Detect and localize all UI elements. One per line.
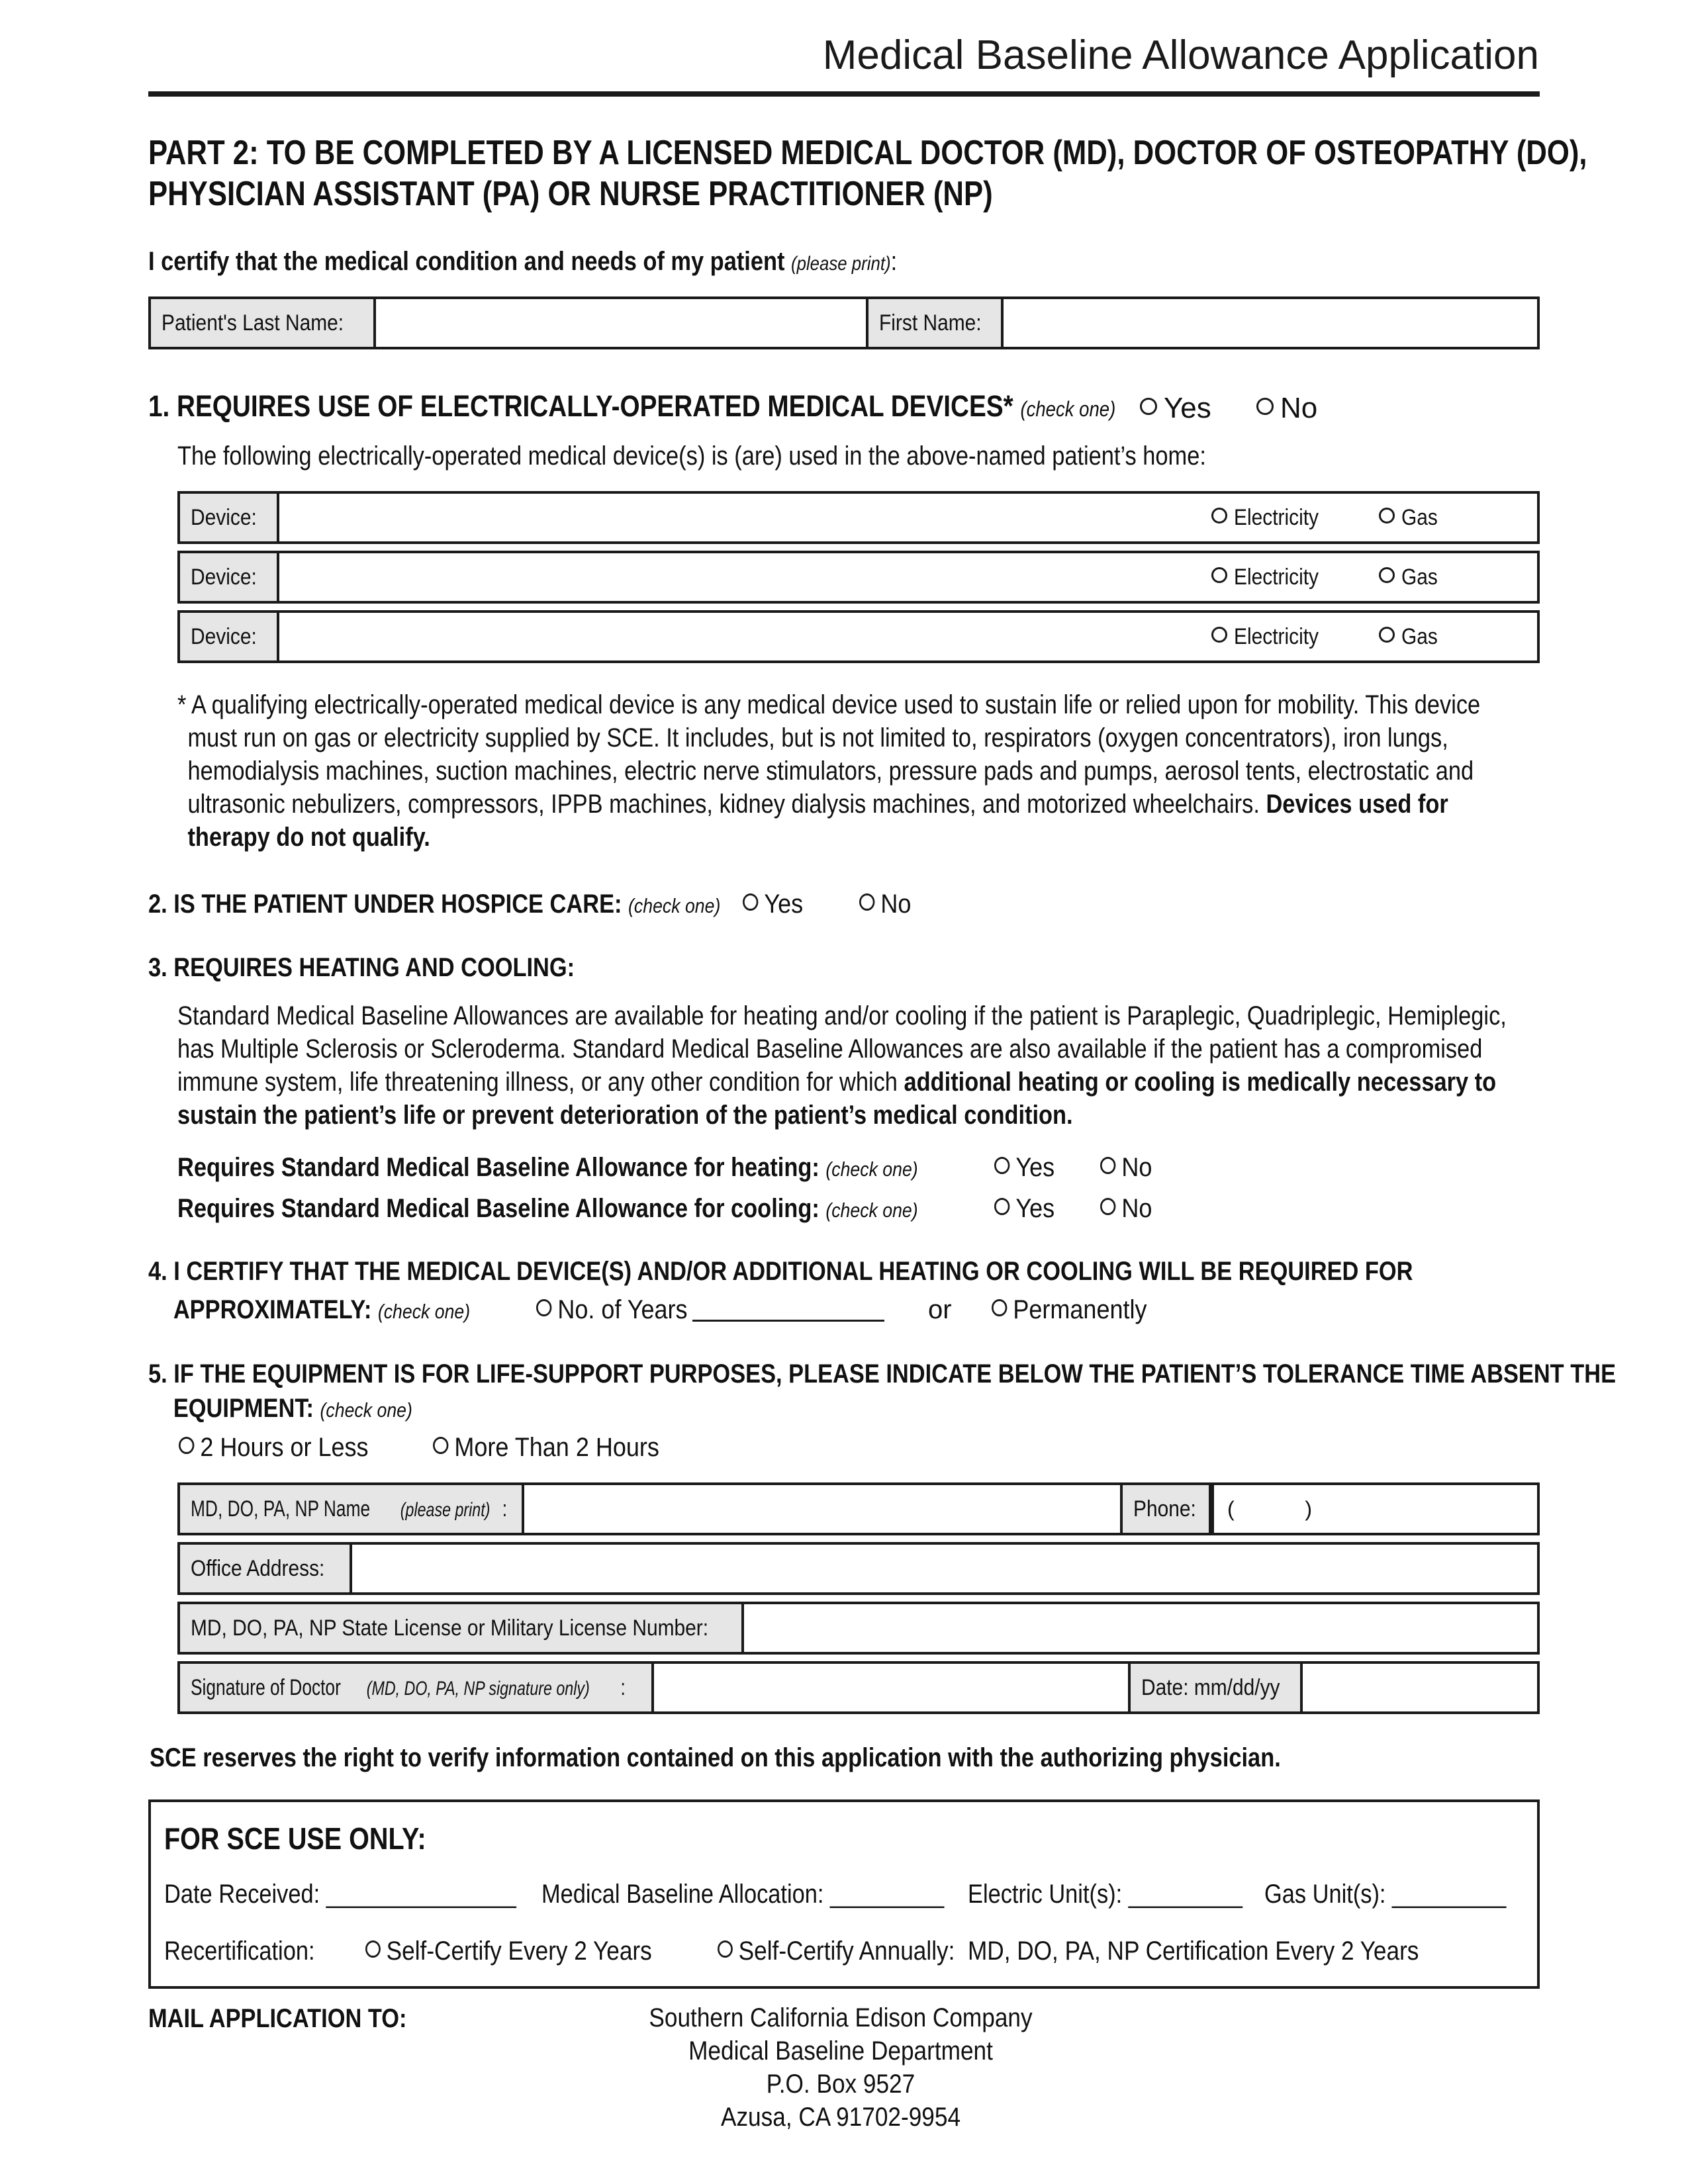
footnote-line: must run on gas or electricity supplied by SCE. It includes, but is not limited to, respirators (oxygen concentrators), iron lungs, xyxy=(187,723,1448,752)
q3-cooling-options xyxy=(994,1189,1158,1228)
q1-check-one: (check one) xyxy=(1020,397,1116,421)
q3-line: has Multiple Sclerosis or Scleroderma. Standard Medical Baseline Allowances are also available if the patient has a compromised xyxy=(177,1034,1483,1064)
cooling-no-radio[interactable] xyxy=(1100,1198,1115,1215)
part2-heading xyxy=(148,132,1587,214)
two-hours-radio[interactable] xyxy=(179,1437,194,1454)
q2-no-option[interactable]: No xyxy=(859,886,911,923)
q4-permanently-option[interactable]: Permanently xyxy=(992,1291,1147,1329)
certify-note: (please print) xyxy=(791,253,891,275)
q4-heading: 4. I CERTIFY THAT THE MEDICAL DEVICE(S) AND/OR ADDITIONAL HEATING OR COOLING WILL BE REQUIRED FOR APPROXIMATELY: (check one) xyxy=(148,1257,1413,1324)
sce-use-title: FOR SCE USE ONLY: xyxy=(164,1821,426,1856)
more-than-two-radio[interactable] xyxy=(433,1437,448,1454)
q1-yes-option[interactable]: Yes xyxy=(1140,390,1211,427)
recert-opt2-radio[interactable] xyxy=(718,1940,733,1958)
recert-label: Recertification: xyxy=(164,1936,315,1966)
q4-options xyxy=(536,1291,704,1329)
electricity-radio[interactable] xyxy=(1211,627,1227,643)
q3-title: REQUIRES HEATING AND COOLING: xyxy=(173,953,575,982)
license-row xyxy=(177,1602,1540,1655)
q4-permanent xyxy=(992,1291,1164,1329)
office-address-label: Office Address: xyxy=(180,1545,352,1592)
part2-heading-line2: PHYSICIAN ASSISTANT (PA) OR NURSE PRACTITIONER (NP) xyxy=(148,175,993,213)
mail-line: Medical Baseline Department xyxy=(688,2036,993,2066)
patient-name-row xyxy=(148,296,1540,349)
mail-line: Azusa, CA 91702-9954 xyxy=(720,2103,961,2132)
license-field[interactable] xyxy=(744,1604,1537,1652)
q5-options xyxy=(179,1428,389,1467)
form-title: Medical Baseline Allowance Application xyxy=(822,32,1539,78)
q3-line: immune system, life threatening illness, or any other condition for which xyxy=(177,1068,898,1097)
device-row-3 xyxy=(177,610,1540,663)
date-label: Date: mm/dd/yy xyxy=(1128,1664,1303,1711)
device-gas-option[interactable]: Gas xyxy=(1379,624,1442,650)
q2-title: IS THE PATIENT UNDER HOSPICE CARE: xyxy=(173,889,622,919)
q3-heating-label: Requires Standard Medical Baseline Allowance for heating: (check one) xyxy=(177,1153,918,1182)
heating-no-option[interactable]: No xyxy=(1100,1148,1152,1187)
certify-statement xyxy=(148,245,897,281)
device-label: Device: xyxy=(180,494,279,541)
part2-heading-line1: PART 2: TO BE COMPLETED BY A LICENSED MEDICAL DOCTOR (MD), DOCTOR OF OSTEOPATHY (DO), xyxy=(148,134,1587,172)
q2-check-one: (check one) xyxy=(628,894,721,917)
license-label: MD, DO, PA, NP State License or Military License Number: xyxy=(180,1604,744,1652)
q5-opt1[interactable]: 2 Hours or Less xyxy=(179,1428,369,1467)
sce-gas-units: Gas Unit(s): _________ xyxy=(1264,1880,1507,1909)
q1-options xyxy=(1140,389,1317,427)
device-footnote xyxy=(177,688,1480,854)
verify-note: SCE reserves the right to verify information contained on this application with the authorizing physician. xyxy=(150,1743,1281,1772)
device-label: Device: xyxy=(180,553,279,601)
recert-annually-option[interactable]: Self-Certify Annually: MD, DO, PA, NP Certification Every 2 Years xyxy=(718,1933,1419,1970)
gas-radio[interactable] xyxy=(1379,508,1395,523)
doctor-name-label: MD, DO, PA, NP Name (please print) : xyxy=(180,1485,524,1533)
mail-address xyxy=(596,2001,1086,2134)
signature-field[interactable] xyxy=(654,1664,1128,1711)
doctor-name-field[interactable] xyxy=(524,1485,1120,1533)
device-field[interactable] xyxy=(279,553,1537,601)
q1-no-option[interactable]: No xyxy=(1256,390,1317,427)
q4-or: or xyxy=(928,1295,952,1324)
device-row-1 xyxy=(177,491,1540,544)
q1-no-radio[interactable] xyxy=(1256,398,1274,415)
signature-label: Signature of Doctor (MD, DO, PA, NP signature only) : xyxy=(180,1664,654,1711)
device-electricity-option[interactable]: Electricity xyxy=(1211,505,1330,531)
q5-options-2 xyxy=(433,1428,684,1467)
certify-text: I certify that the medical condition and needs of my patient xyxy=(148,247,785,276)
sce-electric-units: Electric Unit(s): _________ xyxy=(968,1880,1243,1909)
heating-no-radio[interactable] xyxy=(1100,1157,1115,1174)
device-row-2 xyxy=(177,551,1540,604)
device-gas-option[interactable]: Gas xyxy=(1379,505,1442,531)
q2-no-radio[interactable] xyxy=(859,893,874,911)
sce-date-received: Date Received: _______________ xyxy=(164,1880,516,1909)
footnote-line: ultrasonic nebulizers, compressors, IPPB machines, kidney dialysis machines, and motorized wheelchairs. xyxy=(187,790,1260,819)
recert-opt2-wrap xyxy=(718,1933,1515,1970)
q1-heading xyxy=(148,387,1115,429)
q3-bold: additional heating or cooling is medically necessary to xyxy=(904,1068,1497,1097)
q2-heading xyxy=(148,886,720,925)
q3-line: Standard Medical Baseline Allowances are available for heating and/or cooling if the patient is Paraplegic, Quadriplegic, Hemiplegic, xyxy=(177,1001,1507,1030)
electricity-radio[interactable] xyxy=(1211,567,1227,583)
years-radio[interactable] xyxy=(536,1299,551,1316)
q1-number: 1. xyxy=(148,389,170,423)
permanently-radio[interactable] xyxy=(992,1299,1007,1316)
sce-allocation: Medical Baseline Allocation: _________ xyxy=(541,1880,945,1909)
patient-first-name-label: First Name: xyxy=(866,299,1004,347)
footnote-bold: therapy do not qualify. xyxy=(187,823,430,852)
header-rule xyxy=(148,91,1540,97)
phone-label: Phone: xyxy=(1120,1485,1211,1533)
office-address-row xyxy=(177,1542,1540,1595)
q3-paragraph xyxy=(177,999,1507,1132)
doctor-name-row xyxy=(177,1482,1540,1535)
q1-title: REQUIRES USE OF ELECTRICALLY-OPERATED MEDICAL DEVICES* xyxy=(177,389,1013,423)
q2-yes-option[interactable]: Yes xyxy=(743,886,803,923)
q1-subtext: The following electrically-operated medical device(s) is (are) used in the above-named patient’s home: xyxy=(177,441,1206,471)
recert-opt1-wrap xyxy=(365,1933,691,1970)
recert-opt1-radio[interactable] xyxy=(365,1940,381,1958)
q5-opt2[interactable]: More Than 2 Hours xyxy=(433,1428,659,1467)
q1-yes-radio[interactable] xyxy=(1140,398,1157,415)
certify-colon: : xyxy=(890,247,898,276)
q2-yes-radio[interactable] xyxy=(743,893,758,911)
footnote-line: * A qualifying electrically-operated medical device is any medical device used to sustain life or relied upon for mobility. This device xyxy=(177,690,1481,719)
device-electricity-option[interactable]: Electricity xyxy=(1211,624,1330,650)
recert-every-2-years-option[interactable]: Self-Certify Every 2 Years xyxy=(365,1933,652,1970)
q5-heading: 5. IF THE EQUIPMENT IS FOR LIFE-SUPPORT PURPOSES, PLEASE INDICATE BELOW THE PATIENT’S TOLERANCE TIME ABSENT THE EQUIPMENT: (check one) xyxy=(148,1359,1617,1423)
cooling-no-option[interactable]: No xyxy=(1100,1189,1152,1228)
electricity-radio[interactable] xyxy=(1211,508,1227,523)
footnote-line: hemodialysis machines, suction machines, electric nerve stimulators, pressure pads and pumps, aerosol tents, electrostatic and xyxy=(187,756,1474,786)
device-electricity-option[interactable]: Electricity xyxy=(1211,565,1330,590)
heating-yes-option[interactable]: Yes xyxy=(994,1148,1055,1187)
gas-radio[interactable] xyxy=(1379,567,1395,583)
device-field[interactable] xyxy=(279,494,1537,541)
mail-line: Southern California Edison Company xyxy=(649,2003,1033,2032)
cooling-yes-option[interactable]: Yes xyxy=(994,1189,1055,1228)
q3-heading xyxy=(148,949,575,986)
q4-years-option[interactable]: No. of Years xyxy=(536,1291,688,1329)
signature-row xyxy=(177,1661,1540,1714)
mail-line: P.O. Box 9527 xyxy=(766,2070,915,2099)
q3-heating-options xyxy=(994,1148,1158,1187)
device-label: Device: xyxy=(180,613,279,660)
years-blank-line[interactable] xyxy=(692,1320,884,1322)
q2-number: 2. xyxy=(148,889,167,919)
q3-number: 3. xyxy=(148,953,167,982)
q3-bold: sustain the patient’s life or prevent deterioration of the patient’s medical condition. xyxy=(177,1101,1073,1130)
patient-last-name-field[interactable] xyxy=(376,299,866,347)
footnote-bold: Devices used for xyxy=(1266,790,1448,819)
cooling-yes-radio[interactable] xyxy=(994,1198,1009,1215)
office-address-field[interactable] xyxy=(352,1545,1537,1592)
patient-first-name-field[interactable] xyxy=(1004,299,1537,347)
q2-options xyxy=(743,886,917,923)
q3-cooling-label: Requires Standard Medical Baseline Allowance for cooling: (check one) xyxy=(177,1194,918,1223)
date-field[interactable] xyxy=(1303,1664,1537,1711)
heating-yes-radio[interactable] xyxy=(994,1157,1009,1174)
device-gas-option[interactable]: Gas xyxy=(1379,565,1442,590)
gas-radio[interactable] xyxy=(1379,627,1395,643)
patient-last-name-label: Patient's Last Name: xyxy=(151,299,376,347)
mail-label: MAIL APPLICATION TO: xyxy=(148,2004,407,2033)
phone-field[interactable]: ( ) xyxy=(1211,1485,1537,1533)
device-field[interactable] xyxy=(279,613,1537,660)
